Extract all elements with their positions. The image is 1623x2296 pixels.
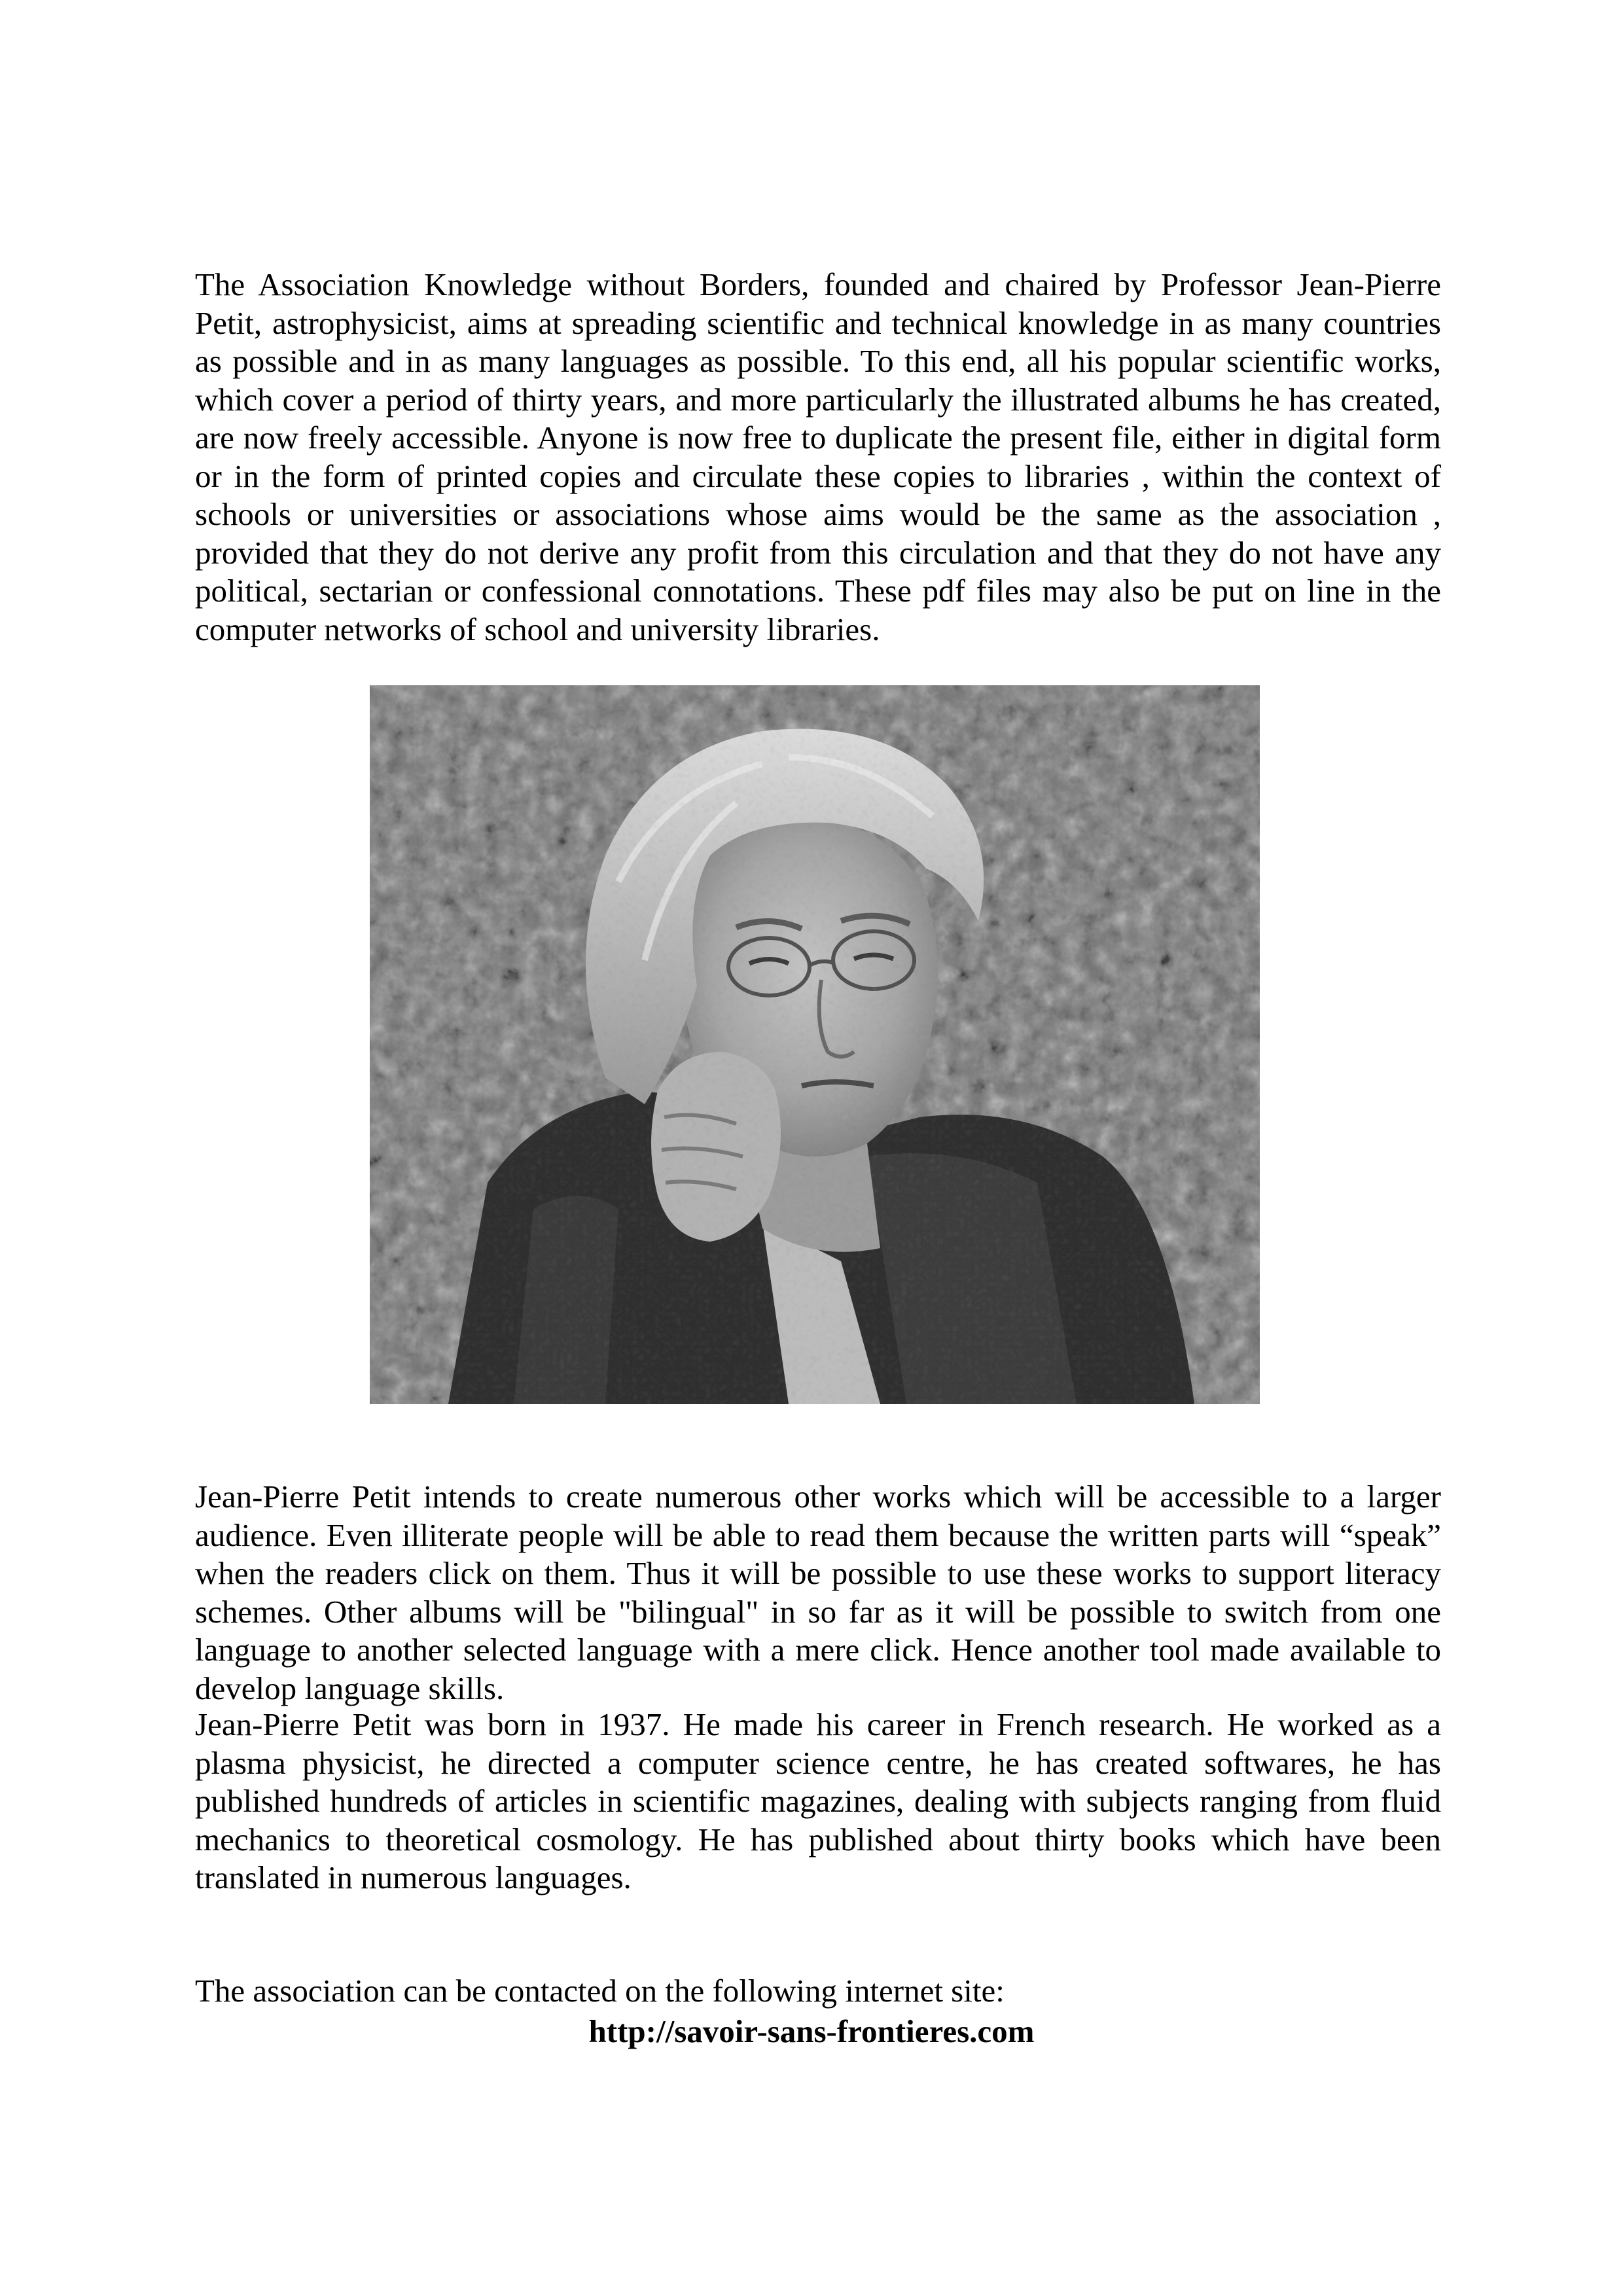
- website-link[interactable]: http://savoir-sans-frontieres.com: [588, 2013, 1035, 2049]
- portrait-photo: [370, 685, 1260, 1404]
- contact-paragraph: The association can be contacted on the following internet site:: [195, 1973, 1005, 2009]
- biography-paragraph: Jean-Pierre Petit was born in 1937. He made his career in French research. He worked as a plasma physicist, he directed a computer science centre, he has created softwares, he has published hundreds of articles in scientific magazines, dealing with subjects ranging from fluid mechanics to theoretical cosmology. He has published about thirty books which have been translated in numerous languages.: [195, 1706, 1441, 1895]
- intro-paragraph: The Association Knowledge without Borders, founded and chaired by Professor Jean-Pierre Petit, astrophysicist, aims at spreading scientific and technical knowledge in as many countries as possible and in as many languages as possible. To this end, all his popular scientific works, which cover a period of thirty years, and more particularly the illustrated albums he has created, are now freely accessible. Anyone is now free to duplicate the present file, either in digital form or in the form of printed copies and circulate these copies to libraries , within the context of schools or universities or associations whose aims would be the same as the association , provided that they do not derive any profit from this circulation and that they do not have any political, sectarian or confessional connotations. These pdf files may also be put on line in the computer networks of school and university libraries.: [195, 266, 1441, 647]
- works-paragraph: Jean-Pierre Petit intends to create numerous other works which will be accessible to a larger audience. Even illiterate people will be able to read them because the written parts will “speak” when the readers click on them. Thus it will be possible to use these works to support literacy schemes. Other albums will be "bilingual" in so far as it will be possible to switch from one language to another selected language with a mere click. Hence another tool made available to develop language skills.: [195, 1479, 1441, 1706]
